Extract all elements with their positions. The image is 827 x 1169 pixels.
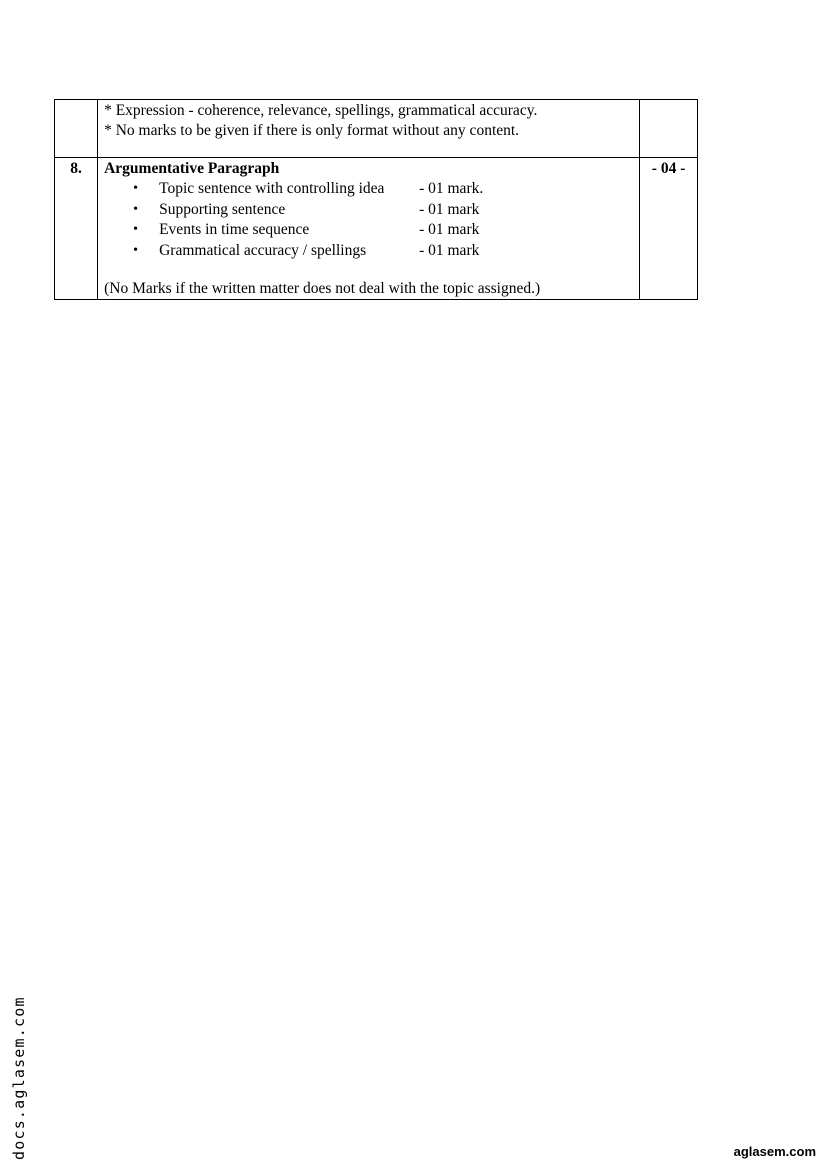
topic-note: (No Marks if the written matter does not deal with the topic assigned.) [104,280,541,297]
list-item [104,241,639,262]
list-item [104,179,639,200]
corner-watermark: aglasem.com [733,1144,816,1159]
bullet-icon: • [133,222,138,237]
criterion-label: Grammatical accuracy / spellings [159,241,367,259]
criterion-mark: - 01 mark [419,221,480,238]
criteria-cell [98,100,640,158]
criteria-cell [98,158,640,300]
marks-cell: - 04 - [640,158,698,300]
criterion-mark: - 01 mark. [419,180,484,197]
question-number-cell: 8. [55,158,98,300]
criterion-label: Supporting sentence [159,200,286,218]
format-note: * No marks to be given if there is only format without any content. [104,122,520,139]
marks-cell [640,100,698,158]
criterion-label: Events in time sequence [159,221,310,238]
bullet-icon: • [133,242,138,258]
question-number-cell [55,100,98,158]
table-row [55,100,698,158]
bullet-icon: • [133,181,138,196]
criterion-label: Topic sentence with controlling idea [159,180,385,197]
marking-scheme-table [54,99,698,300]
criterion-mark: - 01 mark [419,241,480,259]
list-item [104,200,639,221]
criteria-list [104,179,639,261]
side-watermark: docs.aglasem.com [10,996,28,1160]
bullet-icon: • [133,201,138,217]
table-row [55,158,698,300]
criterion-mark: - 01 mark [419,200,480,218]
question-heading: Argumentative Paragraph [104,160,280,177]
expression-note: * Expression - coherence, relevance, spellings, grammatical accuracy. [104,102,538,119]
list-item [104,220,639,241]
